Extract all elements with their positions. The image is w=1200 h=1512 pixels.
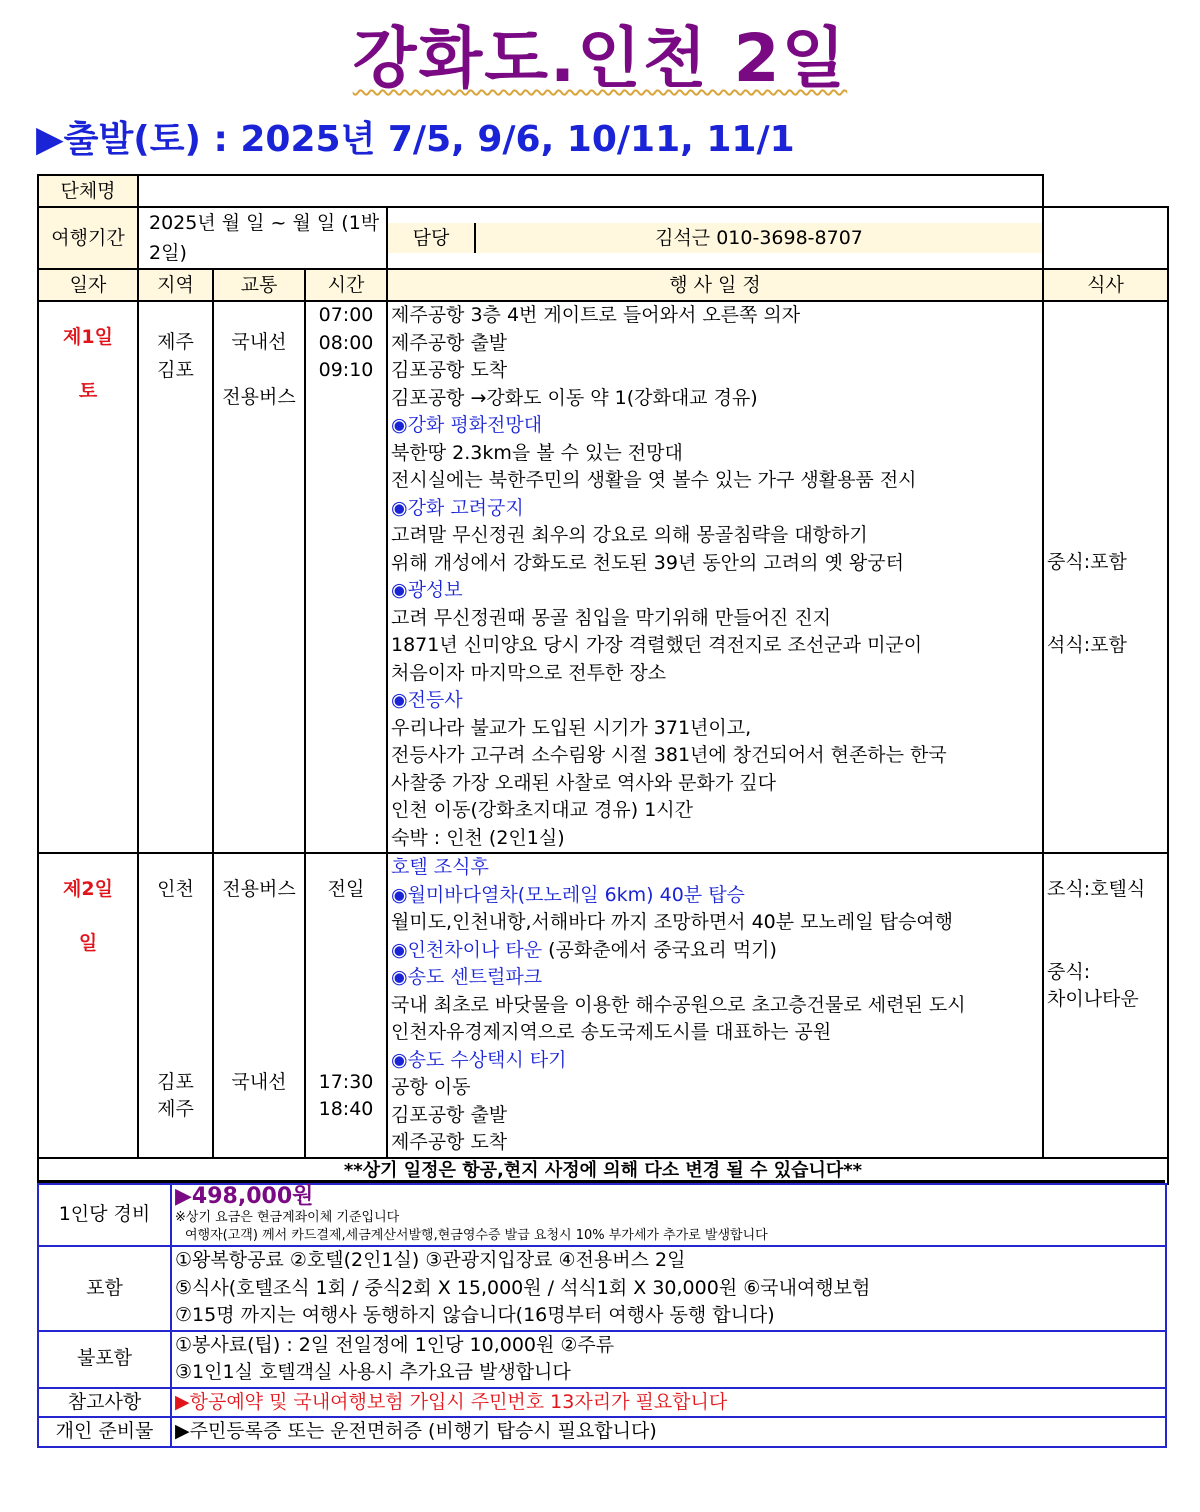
price-note: ※상기 요금은 현금계좌이체 기준입니다 <box>175 1210 400 1225</box>
day2-times <box>305 853 387 1158</box>
day1-time: 07:00 <box>318 304 374 326</box>
col-transport: 교통 <box>213 269 305 301</box>
period-value: 2025년 월 일 ~ 월 일 (1박2일) <box>138 207 387 269</box>
header-row-group <box>38 175 1168 207</box>
include-line: ①왕복항공료 ②호텔(2인1실) ③관광지입장료 ④전용버스 2일 <box>175 1249 686 1271</box>
day1-row <box>38 301 1168 853</box>
day2-region: 김포 <box>157 1070 194 1093</box>
schedule-line <box>391 522 1039 550</box>
exclude-line: ③1인1실 호텔객실 사용시 추가요금 발생합니다 <box>175 1361 571 1383</box>
exclude-label: 불포함 <box>38 1331 171 1388</box>
schedule-line <box>391 550 1039 578</box>
day1-schedule <box>387 301 1043 853</box>
schedule-line-text: 전시실에는 북한주민의 생활을 엿 볼수 있는 가구 생활용품 전시 <box>391 469 917 491</box>
schedule-line-text: 김포공항 →강화도 이동 약 1(강화대교 경유) <box>391 386 758 409</box>
day2-region: 인천 <box>157 878 194 900</box>
day2-meals <box>1043 853 1168 1158</box>
day1-time: 09:10 <box>318 359 374 381</box>
schedule-line-text: 제주공항 도착 <box>391 1131 508 1153</box>
day1-time: 08:00 <box>318 331 374 354</box>
exclude-line: ①봉사료(팁) : 2일 전일정에 1인당 10,000원 ②주류 <box>175 1333 615 1356</box>
schedule-line <box>391 1074 1039 1102</box>
day2-transport: 국내선 <box>231 1070 287 1093</box>
reference-text: ▶항공예약 및 국내여행보험 가입시 주민번호 13자리가 필요합니다 <box>171 1388 1166 1418</box>
schedule-line-text: 숙박 : 인천 (2인1실) <box>391 826 565 849</box>
schedule-line <box>391 854 1039 882</box>
day2-meal-lunch-place: 차이나타운 <box>1047 988 1139 1010</box>
schedule-line <box>391 495 1039 523</box>
prep-label: 개인 준비물 <box>38 1417 171 1447</box>
schedule-line <box>391 825 1039 853</box>
cost-row-reference <box>38 1388 1166 1418</box>
schedule-line <box>391 1102 1039 1130</box>
day1-meals <box>1043 301 1168 853</box>
day2-meal-breakfast: 조식:호텔식 <box>1047 878 1146 900</box>
include-line: ⑦15명 까지는 여행사 동행하지 않습니다(16명부터 여행사 동행 합니다) <box>175 1304 775 1326</box>
day1-times <box>305 301 387 853</box>
schedule-line-text: 인천자유경제지역으로 송도국제도시를 대표하는 공원 <box>391 1021 832 1043</box>
schedule-line-suffix: (공화춘에서 중국요리 먹기) <box>542 938 777 961</box>
schedule-line <box>391 770 1039 798</box>
schedule-line <box>391 1047 1039 1075</box>
departure-dates: ▶출발(토) : 2025년 7/5, 9/6, 10/11, 11/1 <box>36 119 795 160</box>
day1-region: 제주 <box>157 331 194 353</box>
day2-time: 전일 <box>327 878 365 900</box>
day1-weekday: 토 <box>78 379 98 402</box>
schedule-line-text: ◉월미바다열차(모노레일 6km) 40분 탑승 <box>391 883 745 906</box>
col-day: 일자 <box>38 269 138 301</box>
col-time: 시간 <box>305 269 387 301</box>
schedule-line <box>391 385 1039 413</box>
schedule-line <box>391 742 1039 770</box>
day1-transports <box>213 301 305 853</box>
schedule-line <box>391 882 1039 910</box>
day1-label: 제1일 <box>63 326 113 348</box>
schedule-line <box>391 909 1039 937</box>
day2-time: 17:30 <box>318 1070 374 1093</box>
day1-meal-lunch: 중식:포함 <box>1047 551 1127 573</box>
day1-regions <box>138 301 213 853</box>
schedule-line-text: ◉인천차이나 타운 <box>391 938 543 961</box>
day2-row <box>38 853 1168 1158</box>
day2-region: 제주 <box>157 1098 194 1120</box>
schedule-line <box>391 687 1039 715</box>
cost-row-prep <box>38 1417 1166 1447</box>
notice-text: **상기 일정은 항공,현지 사정에 의해 다소 변경 될 수 있습니다** <box>38 1158 1168 1184</box>
schedule-line-text: 전등사가 고구려 소수림왕 시절 381년에 창건되어서 현존하는 한국 <box>391 744 947 766</box>
schedule-line-text: 위해 개성에서 강화도로 천도된 39년 동안의 고려의 옛 왕궁터 <box>391 551 904 574</box>
group-value <box>138 175 1043 207</box>
schedule-line-text: ◉전등사 <box>391 689 463 711</box>
page-title: 강화도.인천 2일 <box>352 20 848 97</box>
schedule-line-text: 고려말 무신정권 최우의 강요로 의해 몽골침략을 대항하기 <box>391 524 868 546</box>
schedule-line <box>391 302 1039 330</box>
day2-schedule <box>387 853 1043 1158</box>
schedule-line <box>391 1129 1039 1157</box>
schedule-line <box>391 797 1039 825</box>
column-headers <box>38 269 1168 301</box>
manager-label: 담당 <box>388 223 475 253</box>
day1-transport: 전용버스 <box>222 386 296 408</box>
reference-label: 참고사항 <box>38 1388 171 1418</box>
day2-meal-lunch: 중식: <box>1047 960 1091 983</box>
schedule-line <box>391 577 1039 605</box>
schedule-line-text: 김포공항 출발 <box>391 1103 508 1126</box>
schedule-line-text: 우리나라 불교가 도입된 시기가 371년이고, <box>391 716 752 739</box>
include-label: 포함 <box>38 1246 171 1331</box>
day1-cell <box>38 301 138 853</box>
schedule-line <box>391 632 1039 660</box>
schedule-line-text: 김포공항 도착 <box>391 359 508 381</box>
prep-text: ▶주민등록증 또는 운전면허증 (비행기 탑승시 필요합니다) <box>171 1417 1166 1447</box>
schedule-line <box>391 715 1039 743</box>
schedule-line <box>391 1019 1039 1047</box>
schedule-line-text: 고려 무신정권때 몽골 침입을 막기위해 만들어진 진지 <box>391 606 832 629</box>
schedule-line <box>391 605 1039 633</box>
price-value: ▶498,000원 <box>175 1184 314 1209</box>
day2-regions <box>138 853 213 1158</box>
schedule-line-text: 제주공항 출발 <box>391 331 508 354</box>
schedule-line <box>391 467 1039 495</box>
day2-cell <box>38 853 138 1158</box>
schedule-line <box>391 330 1039 358</box>
schedule-line-text: 호텔 조식후 <box>391 856 489 878</box>
schedule-line <box>391 440 1039 468</box>
day2-label: 제2일 <box>63 878 113 900</box>
schedule-line <box>391 660 1039 688</box>
period-label: 여행기간 <box>38 207 138 269</box>
cost-row-price <box>38 1184 1166 1246</box>
include-line: ⑤식사(호텔조식 1회 / 중식2회 X 15,000원 / 석식1회 X 30,000원 ⑥국내여행보험 <box>175 1276 871 1299</box>
schedule-line-text: 인천 이동(강화초지대교 경유) 1시간 <box>391 799 693 821</box>
schedule-line-text: ◉송도 센트럴파크 <box>391 966 543 988</box>
schedule-line <box>391 964 1039 992</box>
cost-table <box>37 1183 1167 1448</box>
schedule-line-text: 제주공항 3층 4번 게이트로 들어와서 오른쪽 의자 <box>391 304 801 326</box>
day2-transports <box>213 853 305 1158</box>
group-label: 단체명 <box>38 175 138 207</box>
manager-value: 김석근 010-3698-8707 <box>475 223 1042 253</box>
col-meal: 식사 <box>1043 269 1168 301</box>
schedule-line-text: 북한땅 2.3km을 볼 수 있는 전망대 <box>391 441 683 464</box>
day1-region: 김포 <box>157 358 194 381</box>
schedule-line-text: ◉강화 평화전망대 <box>391 414 543 436</box>
day2-transport: 전용버스 <box>222 878 296 900</box>
schedule-line-text: 1871년 신미양요 당시 가장 격렬했던 격전지로 조선군과 미군이 <box>391 634 923 656</box>
schedule-line <box>391 412 1039 440</box>
schedule-line-text: 공항 이동 <box>391 1076 471 1098</box>
cost-row-exclude <box>38 1331 1166 1388</box>
day2-weekday: 일 <box>78 931 98 954</box>
schedule-line-text: ◉광성보 <box>391 579 463 601</box>
per-person-label: 1인당 경비 <box>38 1184 171 1246</box>
schedule-line-text: ◉송도 수상택시 타기 <box>391 1048 567 1071</box>
cost-row-include <box>38 1246 1166 1331</box>
schedule-line-text: 월미도,인천내항,서해바다 까지 조망하면서 40분 모노레일 탑승여행 <box>391 911 954 933</box>
schedule-line <box>391 992 1039 1020</box>
day1-transport: 국내선 <box>231 331 287 353</box>
header-row-period <box>38 207 1168 269</box>
col-schedule: 행 사 일 정 <box>387 269 1043 301</box>
schedule-line-text: 처음이자 마지막으로 전투한 장소 <box>391 661 667 684</box>
price-note: 여행자(고객) 께서 카드결제,세금계산서발행,현금영수증 발급 요청시 10% 부가세가 추가로 발생합니다 <box>185 1228 768 1243</box>
col-region: 지역 <box>138 269 213 301</box>
schedule-line-text: ◉강화 고려궁지 <box>391 496 524 519</box>
schedule-line-text: 사찰중 가장 오래된 사찰로 역사와 문화가 깊다 <box>391 771 776 794</box>
day1-meal-dinner: 석식:포함 <box>1047 633 1127 656</box>
schedule-line <box>391 357 1039 385</box>
day2-time: 18:40 <box>318 1098 374 1120</box>
schedule-line <box>391 937 1039 965</box>
schedule-table <box>37 174 1169 1185</box>
schedule-line-text: 국내 최초로 바닷물을 이용한 해수공원으로 초고층건물로 세련된 도시 <box>391 993 966 1016</box>
